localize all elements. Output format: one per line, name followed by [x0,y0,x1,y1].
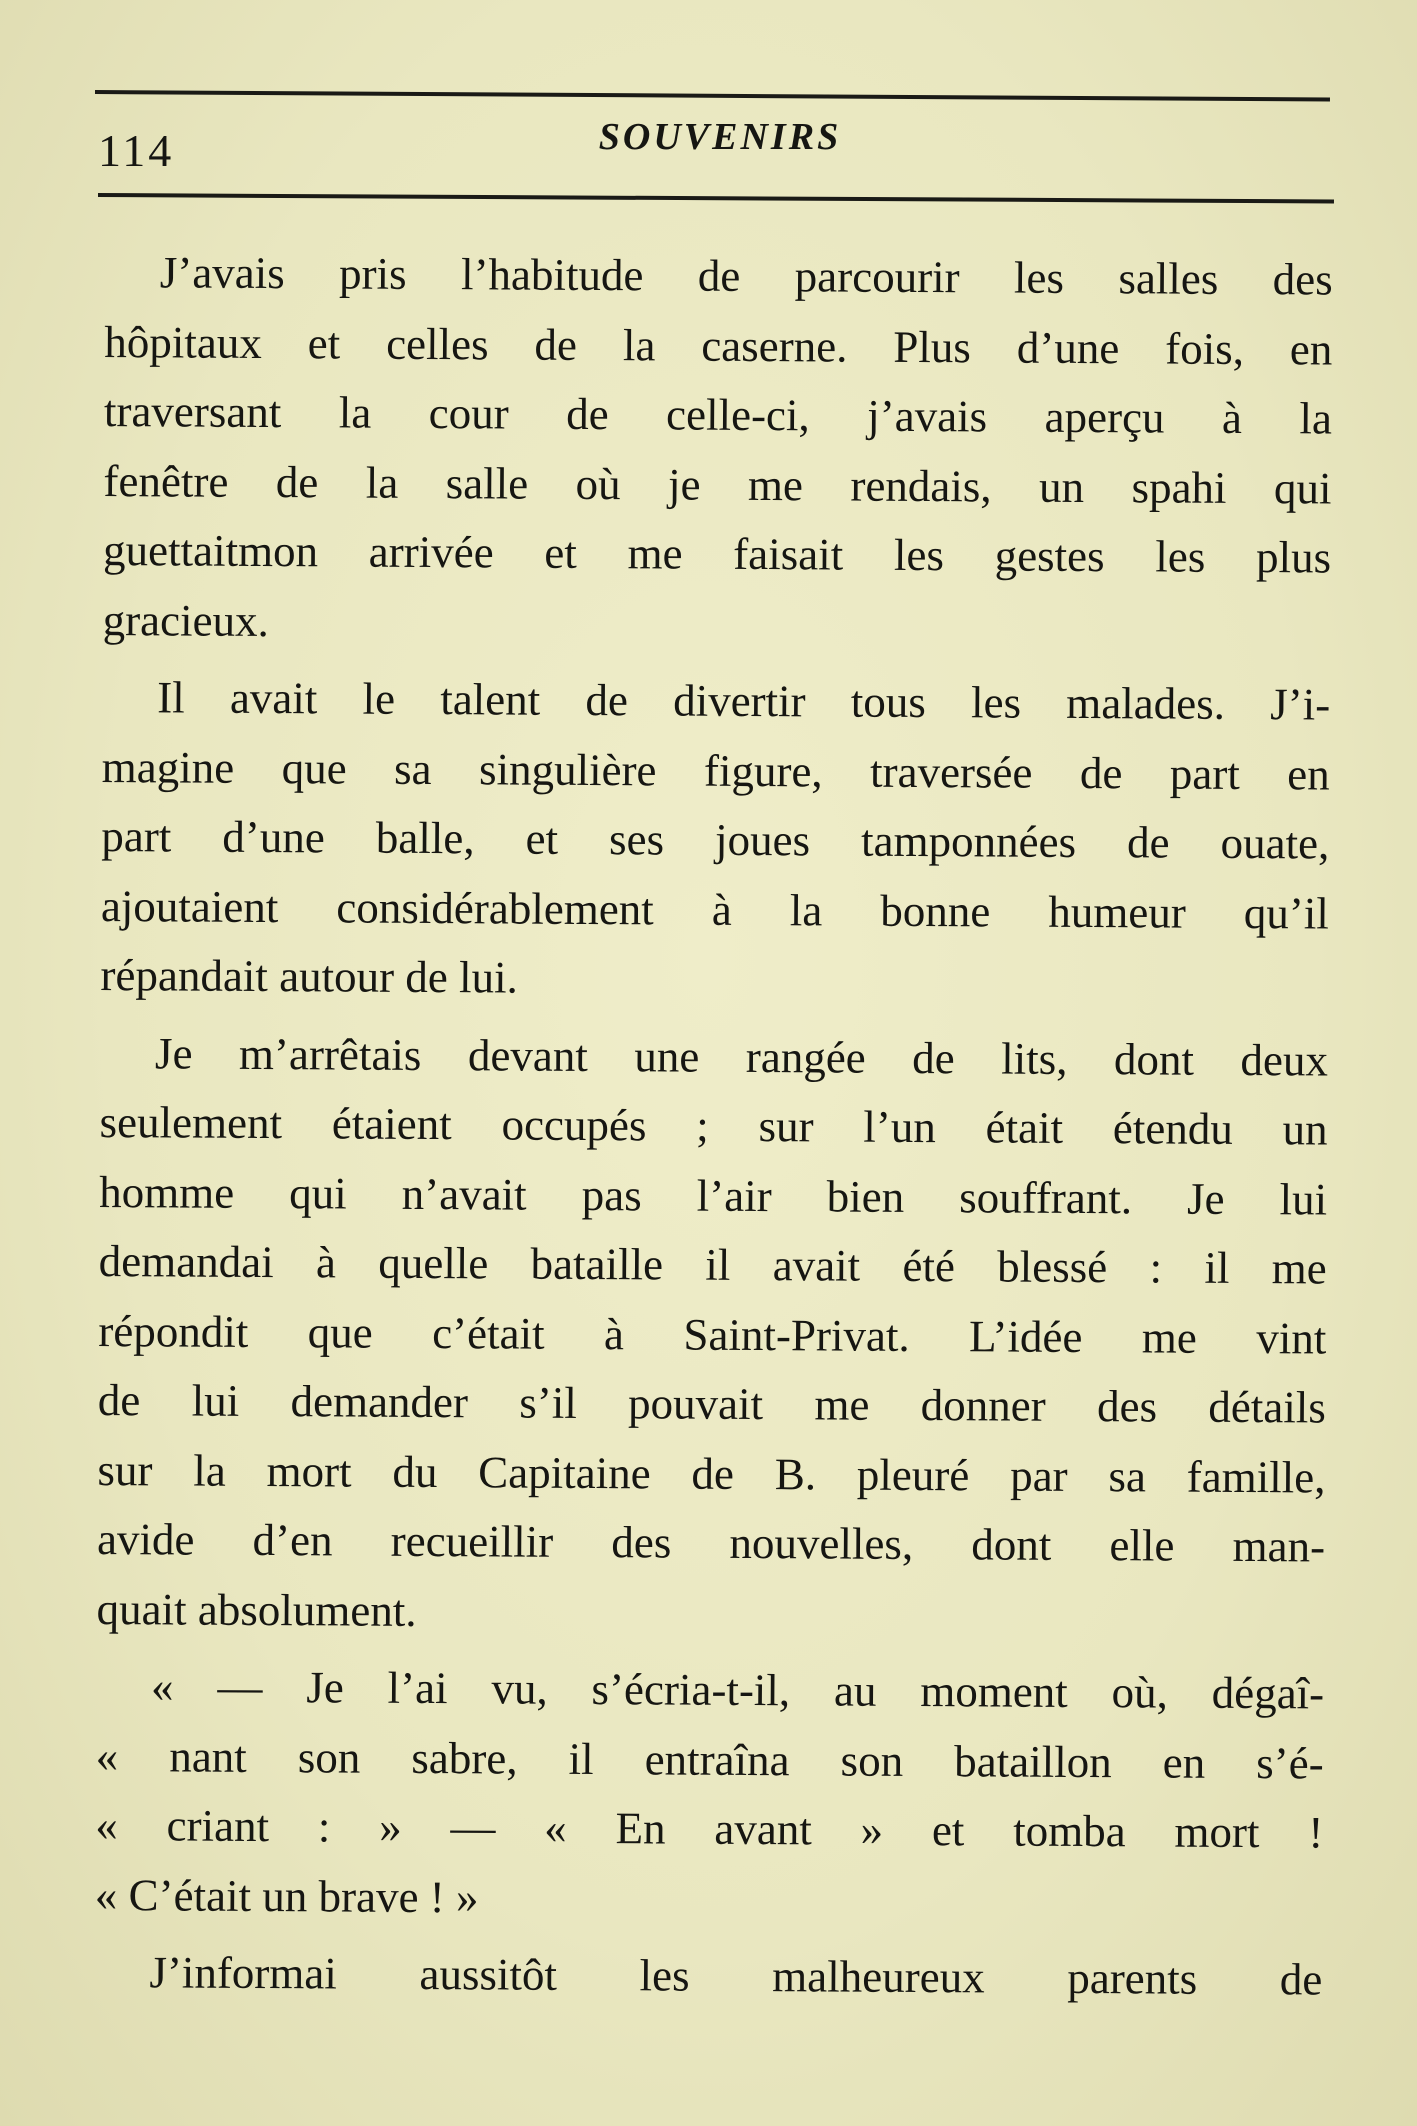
text-line: Je m’arrêtais devant une rangée de lits, dont deux [154,1027,1329,1085]
page-number: 114 [98,125,175,176]
text-line: seulement étaient occupés ; sur l’un était étendu un [99,1096,1328,1155]
header-top-rule [95,90,1330,102]
paragraph-2 [100,663,1330,1018]
text-line: avide d’en recueillir des nouvelles, dont elle man- [96,1513,1326,1572]
text-line: ajoutaient considérablement à la bonne humeur qu’il [100,880,1330,938]
text-line: gracieux. [102,594,269,646]
text-line: Il avait le talent de divertir tous les malades. J’i- [157,672,1331,730]
text-line: J’avais pris l’habitude de parcourir les salles des [159,247,1333,305]
paragraph-5 [94,1938,1322,2015]
text-line: hôpitaux et celles de la caserne. Plus d’une fois, en [104,316,1333,374]
text-line: quait absolument. [96,1583,417,1636]
text-line: sur la mort du Capitaine de B. pleuré par sa famille, [97,1444,1326,1502]
text-line: magine que sa singulière figure, traversée de part en [101,741,1330,799]
text-line: « C’était un brave ! » [94,1869,479,1922]
text-line: guettaitmon arrivée et me faisait les gestes les plus [102,524,1332,583]
text-line: homme qui n’avait pas l’air bien souffrant. Je lui [99,1166,1328,1224]
header-bottom-rule [98,193,1334,203]
text-line: demandai à quelle bataille il avait été blessé : il me [98,1235,1327,1294]
text-line: répondit que c’était à Saint-Privat. L’idée me vint [98,1305,1327,1363]
text-line: répandait autour de lui. [100,949,519,1003]
text-line: part d’une balle, et ses joues tamponnées de ouate, [101,810,1330,869]
body-text [94,238,1333,2015]
text-line: traversant la cour de celle-ci, j’avais aperçu à la [103,385,1333,444]
text-line: de lui demander s’il pouvait me donner des détails [97,1374,1327,1433]
text-line: « criant : » — « En avant » et tomba mort ! [95,1799,1324,1858]
text-line: fenêtre de la salle où je me rendais, un spahi qui [103,455,1332,513]
text-line: J’informai aussitôt les malheureux parents de [149,1947,1323,2005]
quotation [95,1652,1325,1937]
running-head: SOUVENIRS [598,116,842,158]
text-line: « — Je l’ai vu, s’écria-t-il, au moment où, dégaî- [151,1661,1325,1719]
paragraph-3 [96,1018,1328,1651]
paragraph-1 [102,238,1333,662]
text-line: « nant son sabre, il entraîna son bataillon en s’é- [95,1730,1324,1788]
